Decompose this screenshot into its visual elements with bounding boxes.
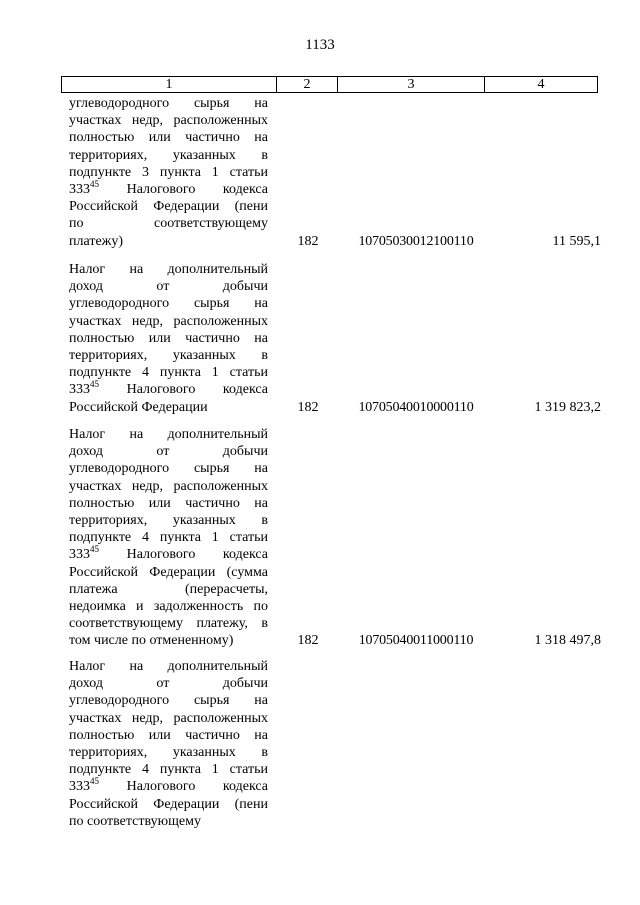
description-line: по соответствующему — [69, 216, 268, 232]
table-header — [61, 76, 598, 93]
description-line: соответствующему платежу, в — [69, 616, 268, 632]
description-line: участках недр, расположенных — [69, 478, 268, 494]
description-line: доход от добычи — [69, 279, 268, 295]
description-line: территориях, указанных в — [69, 348, 268, 364]
description-line: подпункте 3 пункта 1 статьи — [69, 164, 268, 180]
description-line: подпункте 4 пункта 1 статьи — [69, 762, 268, 778]
description-line: Налог на дополнительный — [69, 427, 268, 442]
amount: 1 318 497,8 — [534, 633, 601, 649]
header-col-3: 3 — [338, 77, 485, 92]
description-line: Российской Федерации (сумма — [69, 564, 268, 580]
description-line: платежу) — [69, 233, 123, 249]
description-line: $333^{45}$ Налогового кодекса — [69, 379, 268, 398]
description-line: углеводородного сырья на — [69, 96, 268, 111]
amount: 11 595,1 — [552, 233, 601, 249]
description-line: углеводородного сырья на — [69, 693, 268, 709]
table-row — [69, 426, 601, 650]
description-line: полностью или частично на — [69, 727, 268, 743]
description-line: $333^{45}$ Налогового кодекса — [69, 544, 268, 563]
admin-code: 182 — [297, 399, 319, 415]
description-line: Российской Федерации (пени — [69, 796, 268, 812]
amount: 1 319 823,2 — [534, 399, 601, 415]
description-line: $333^{45}$ Налогового кодекса — [69, 179, 268, 198]
description-line: том числе по отмененному) — [69, 633, 234, 649]
header-col-2: 2 — [277, 77, 338, 92]
description-line: подпункте 4 пункта 1 статьи — [69, 365, 268, 381]
description-line: доход от добычи — [69, 676, 268, 692]
header-col-1: 1 — [62, 77, 277, 92]
description-line: полностью или частично на — [69, 130, 268, 146]
description-line: полностью или частично на — [69, 330, 268, 346]
row-description — [69, 426, 268, 650]
description-line: участках недр, расположенных — [69, 710, 268, 726]
description-line: подпункте 4 пункта 1 статьи — [69, 530, 268, 546]
description-line: углеводородного сырья на — [69, 296, 268, 312]
description-line: Российской Федерации (пени — [69, 199, 268, 215]
table-row — [69, 261, 601, 416]
description-line: недоимка и задолженность по — [69, 599, 268, 615]
description-line: углеводородного сырья на — [69, 461, 268, 477]
budget-classification-code: 10705030012100110 — [358, 233, 474, 249]
description-line: по соответствующему — [69, 813, 201, 829]
admin-code: 182 — [297, 633, 319, 649]
description-line: $333^{45}$ Налогового кодекса — [69, 776, 268, 795]
table-row — [69, 95, 601, 250]
header-col-4: 4 — [537, 77, 545, 92]
description-line: доход от добычи — [69, 444, 268, 460]
row-description — [69, 658, 268, 830]
description-line: Налог на дополнительный — [69, 262, 268, 277]
description-line: участках недр, расположенных — [69, 313, 268, 329]
description-line: Российской Федерации — [69, 399, 208, 415]
description-line: Налог на дополнительный — [69, 659, 268, 674]
admin-code: 182 — [297, 233, 319, 249]
budget-classification-code: 10705040010000110 — [358, 399, 474, 415]
description-line: участках недр, расположенных — [69, 113, 268, 129]
description-line: территориях, указанных в — [69, 745, 268, 761]
description-line: платежа (перерасчеты, — [69, 581, 268, 597]
page-number: 1133 — [305, 37, 335, 53]
description-line: полностью или частично на — [69, 495, 268, 511]
description-line: территориях, указанных в — [69, 147, 268, 163]
description-line: территориях, указанных в — [69, 513, 268, 529]
budget-classification-code: 10705040011000110 — [358, 633, 474, 649]
table-row — [69, 658, 601, 830]
row-description — [69, 261, 268, 416]
row-description — [69, 95, 268, 250]
